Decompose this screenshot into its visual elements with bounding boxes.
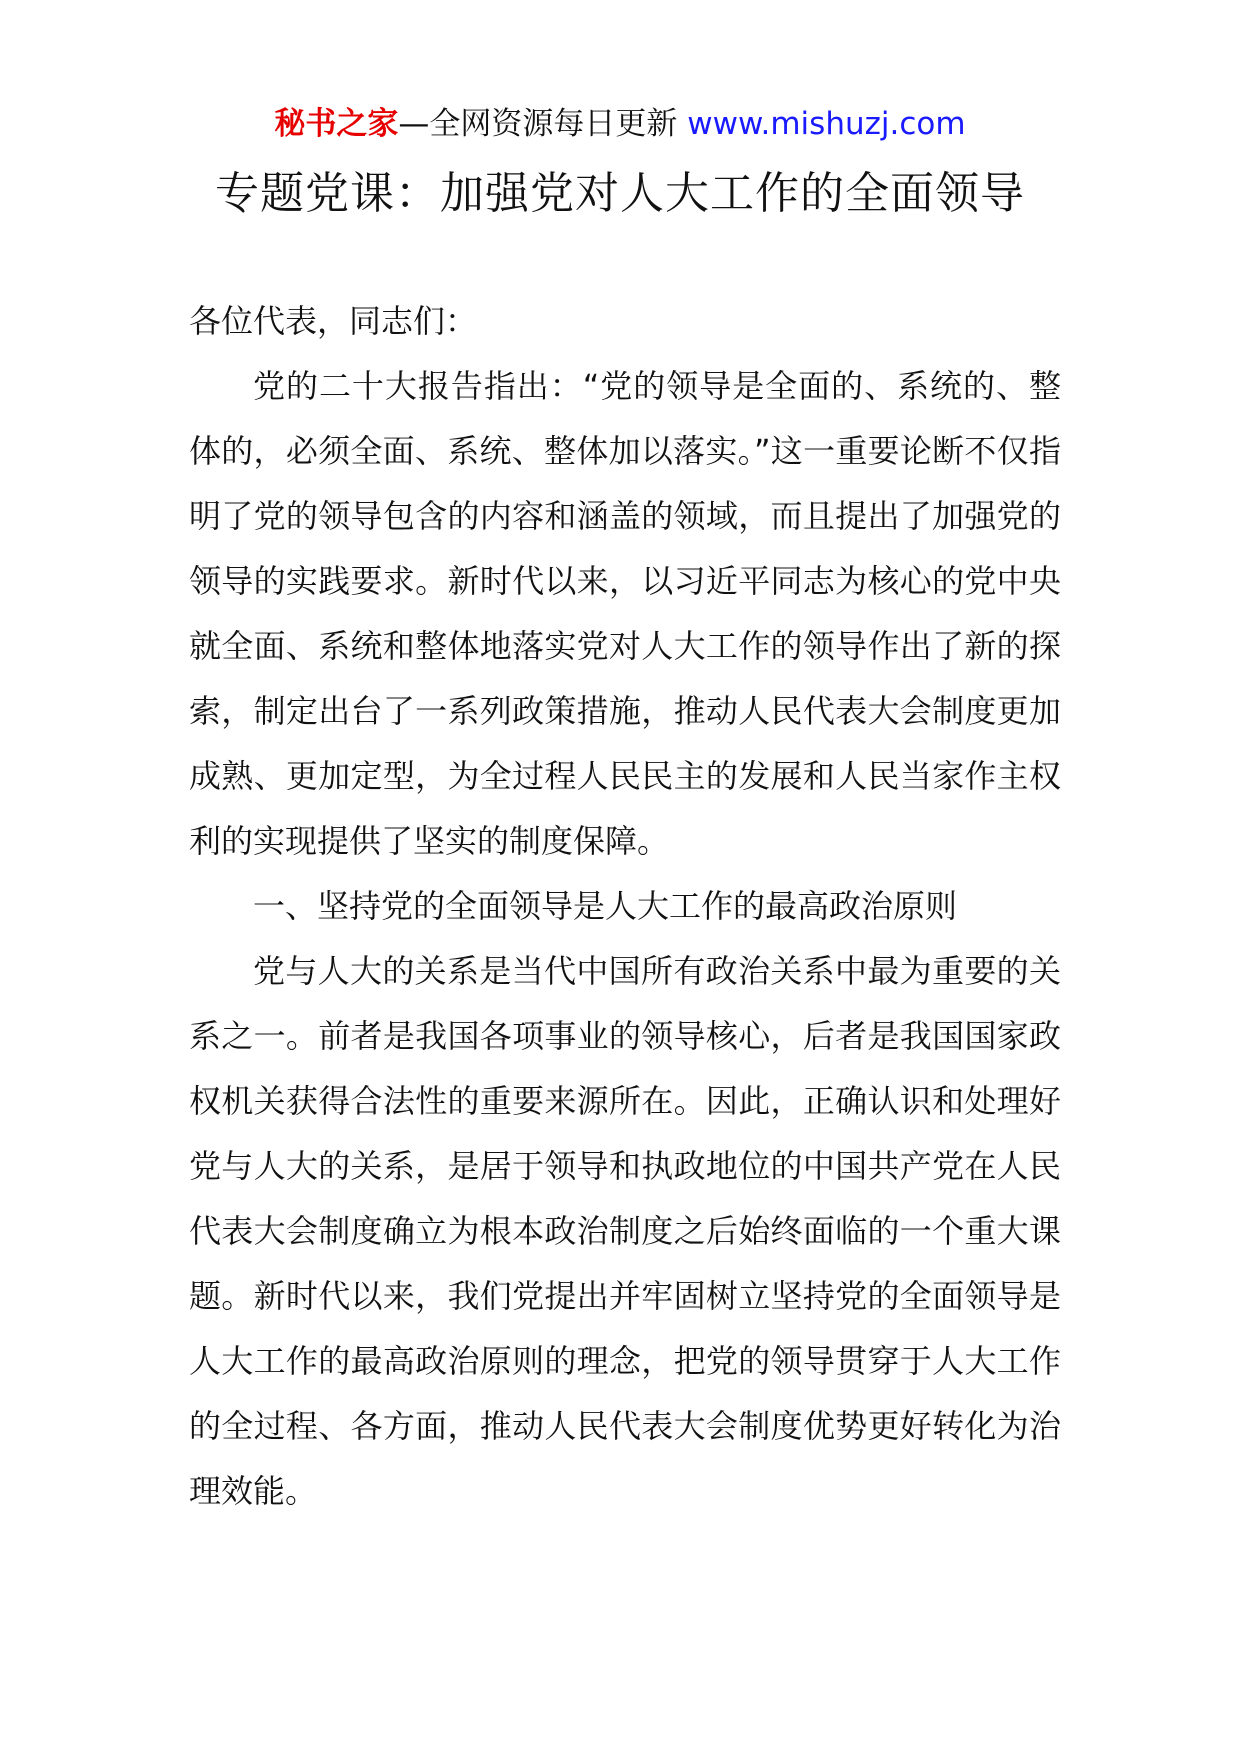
section-heading-1: 一、坚持党的全面领导是人大工作的最高政治原则 [253, 887, 958, 925]
document-body [189, 289, 1061, 1524]
site-url-link[interactable]: www.mishuzj.com [687, 106, 966, 142]
intro-paragraph: 党的二十大报告指出：“党的领导是全面的、系统的、整体的，必须全面、系统、整体加以落实。”这一重要论断不仅指明了党的领导包含的内容和涵盖的领域，而且提出了加强党的领导的实践要求。新时代以来，以习近平同志为核心的党中央就全面、系统和整体地落实党对人大工作的领导作出了新的探索，制定出台了一系列政策措施，推动人民代表大会制度更加成熟、更加定型，为全过程人民民主的发展和人民当家作主权利的实现提供了坚实的制度保障。 [189, 367, 1061, 860]
salutation: 各位代表，同志们： [189, 302, 478, 340]
document-title: 专题党课：加强党对人大工作的全面领导 [215, 168, 1025, 219]
site-header-banner [0, 102, 1240, 146]
section-1-paragraph: 党与人大的关系是当代中国所有政治关系中最为重要的关系之一。前者是我国各项事业的领导核心，后者是我国国家政权机关获得合法性的重要来源所在。因此，正确认识和处理好党与人大的关系，是居于领导和执政地位的中国共产党在人民代表大会制度确立为根本政治制度之后始终面临的一个重大课题。新时代以来，我们党提出并牢固树立坚持党的全面领导是人大工作的最高政治原则的理念，把党的领导贯穿于人大工作的全过程、各方面，推动人民代表大会制度优势更好转化为治理效能。 [189, 952, 1061, 1510]
site-tagline: —全网资源每日更新 [398, 106, 688, 142]
brand-name: 秘书之家 [274, 106, 399, 142]
